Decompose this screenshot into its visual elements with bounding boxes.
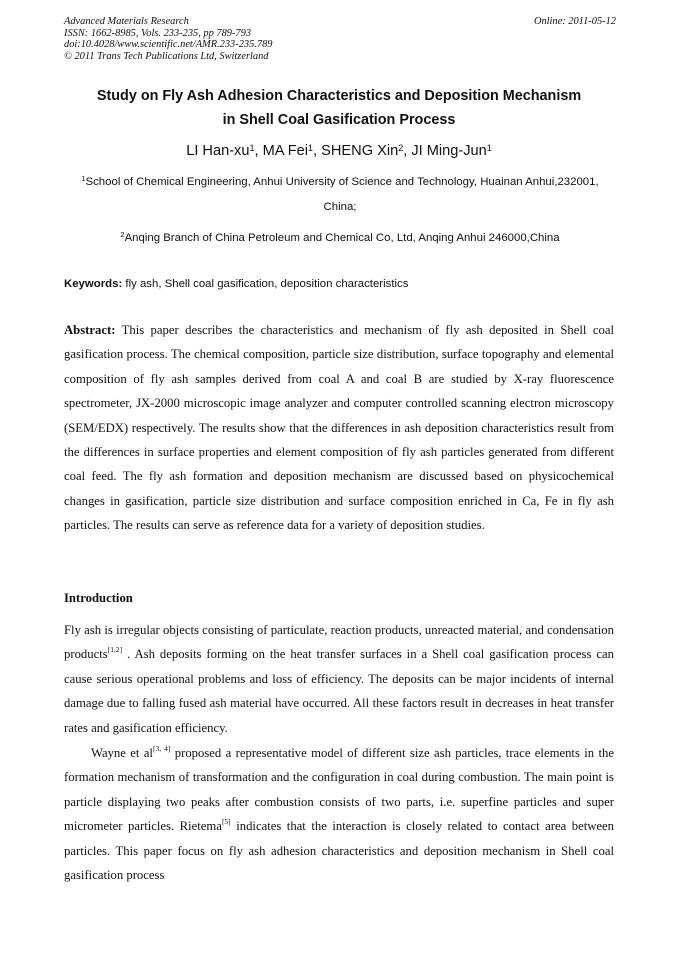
section-heading-introduction: Introduction [64,591,133,605]
abstract [64,318,614,538]
author-separator: , [254,143,263,159]
author-separator: , [313,143,322,159]
paragraph-text: Fly ash is irregular objects consisting of particulate, reaction products, unreacted material, and condensation products [64,623,614,662]
author-affil-mark: 1 [486,143,492,153]
author-separator: , [403,143,412,159]
affiliation-text: School of Chemical Engineering, Anhui University of Science and Technology, Huainan Anhui,232001, China; [85,176,599,213]
title-line-1: Study on Fly Ash Adhesion Characteristics and Deposition Mechanism [96,88,582,104]
author-affil-mark: 2 [398,143,404,153]
affiliation-mark: 1 [81,174,86,183]
keywords-text: fly ash, Shell coal gasification, deposition characteristics [125,278,409,290]
keywords-label: Keywords: [64,278,123,290]
journal-name: Advanced Materials Research [64,16,189,27]
citation-ref: [3, 4] [152,744,171,753]
journal-copyright: © 2011 Trans Tech Publications Ltd, Switzerland [64,50,269,62]
author [186,143,262,159]
author [263,143,322,159]
author-affil-mark: 1 [249,143,255,153]
author-name: LI Han-xu [186,143,250,159]
journal-issn: ISSN: 1662-8985, Vols. 233-235, pp 789-793 [64,27,252,39]
affiliation-mark: 2 [120,230,125,239]
citation-ref: [5] [221,817,231,827]
author-name: MA Fei [262,143,309,159]
author-name: SHENG Xin [321,143,399,159]
journal-header [64,16,616,62]
author [321,143,411,159]
affiliation-text: Anqing Branch of China Petroleum and Chemical Co, Ltd, Anqing Anhui 246000,China [124,232,560,244]
keywords [64,272,616,296]
paragraph-text: Wayne et al [91,746,153,760]
author [411,143,491,159]
title-line-2: in Shell Coal Gasification Process [222,112,456,128]
author-list [40,141,638,161]
paragraph-text: . Ash deposits forming on the heat transfer surfaces in a Shell coal gasification process can cause serious operational problems and loss of efficiency. The deposits can be major incidents of internal damage due to falling fused ash material have occurred. All these factors result in decreases in heat transfer rates and gasification efficiency. [64,647,614,735]
intro-paragraph-2 [64,741,614,887]
journal-doi: doi:10.4028/www.scientific.net/AMR.233-235.789 [64,39,273,51]
intro-paragraph-1 [64,618,614,740]
paragraph-text: proposed a representative model of different size ash particles, trace elements in the formation mechanism of transformation and the configuration in coal during combustion. The main point is particle displaying two peaks after combustion consists of two parts, i.e. superfine particles and super micrometer particles. Rietema [64,746,614,834]
author-affil-mark: 1 [308,143,314,153]
paragraph-text: indicates that the interaction is closely related to contact area between particles. This paper focus on fly ash adhesion characteristics and deposition mechanism in Shell coal gasification process [64,819,615,883]
abstract-text: This paper describes the characteristics and mechanism of fly ash deposited in Shell coal gasification process. The chemical composition, particle size distribution, surface topography and elemental composition of fly ash samples derived from coal A and coal B are studied by X-ray fluorescence spectrometer, JX-2000 microscopic image analyzer and computer controlled scanning electron microscopy (SEM/EDX) respectively. The results show that the differences in ash deposition characteristics result from the differences in surface properties and element composition of fly ash particles generated from different coal feed. The fly ash formation and deposition mechanism are discussed based on physicochemical changes in gasification, particle size distribution and surface composition enriched in Ca, Fe in fly ash particles. The results can serve as reference data for a variety of deposition studies. [64,323,614,533]
affiliation-2 [64,226,616,251]
paper-title [40,84,638,132]
citation-ref: [1,2] [107,645,123,655]
affiliation-1 [64,170,616,220]
online-date: Online: 2011-05-12 [533,16,616,27]
abstract-label: Abstract: [64,323,116,337]
author-name: JI Ming-Jun [411,143,487,159]
